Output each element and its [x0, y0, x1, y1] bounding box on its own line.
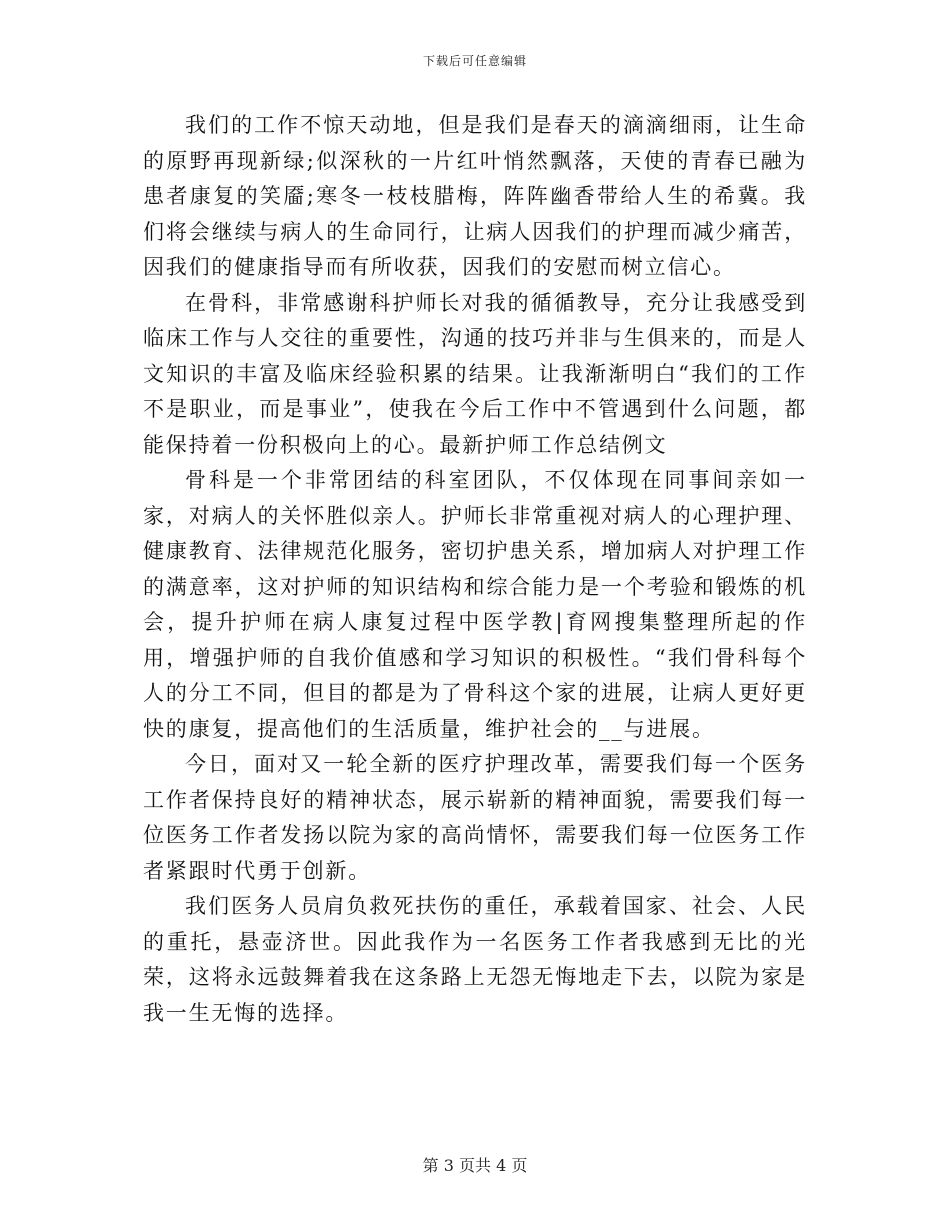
paragraph-3: 骨科是一个非常团结的科室团队，不仅体现在同事间亲如一家，对病人的关怀胜似亲人。护师长非常重视对病人的心理护理、健康教育、法律规范化服务，密切护患关系，增加病人对护理工作的满意率，这对护师的知识结构和综合能力是一个考验和锻炼的机会，提升护师在病人康复过程中医学教|育网搜集整理所起的作用，增强护师的自我价值感和学习知识的积极性。“我们骨科每个人的分工不同，但目的都是为了骨科这个家的进展，让病人更好更快的康复，提高他们的生活质量，维护社会的__与进展。 [143, 468, 807, 741]
page-header: 下载后可任意编辑 [422, 54, 527, 68]
paragraph-2: 在骨科，非常感谢科护师长对我的循循教导，充分让我感受到临床工作与人交往的重要性，沟通的技巧并非与生俱来的，而是人文知识的丰富及临床经验积累的结果。让我渐渐明白“我们的工作不是职业，而是事业”，使我在今后工作中不管遇到什么问题，都能保持着一份积极向上的心。最新护师工作总结例文 [143, 290, 807, 457]
document-body [143, 108, 807, 1031]
paragraph-4: 今日，面对又一轮全新的医疗护理改革，需要我们每一个医务工作者保持良好的精神状态，展示崭新的精神面貌，需要我们每一位医务工作者发扬以院为家的高尚情怀，需要我们每一位医务工作者紧跟时代勇于创新。 [143, 752, 807, 883]
page-footer: 第 3 页共 4 页 [422, 1156, 528, 1175]
paragraph-5: 我们医务人员肩负救死扶伤的重任，承载着国家、社会、人民的重托，悬壶济世。因此我作为一名医务工作者我感到无比的光荣，这将永远鼓舞着我在这条路上无怨无悔地走下去，以院为家是我一生无悔的选择。 [143, 894, 807, 1025]
paragraph-1: 我们的工作不惊天动地，但是我们是春天的滴滴细雨，让生命的原野再现新绿;似深秋的一片红叶悄然飘落，天使的青春已融为患者康复的笑靥;寒冬一枝枝腊梅，阵阵幽香带给人生的希冀。我们将会继续与病人的生命同行，让病人因我们的护理而减少痛苦，因我们的健康指导而有所收获，因我们的安慰而树立信心。 [143, 113, 807, 279]
